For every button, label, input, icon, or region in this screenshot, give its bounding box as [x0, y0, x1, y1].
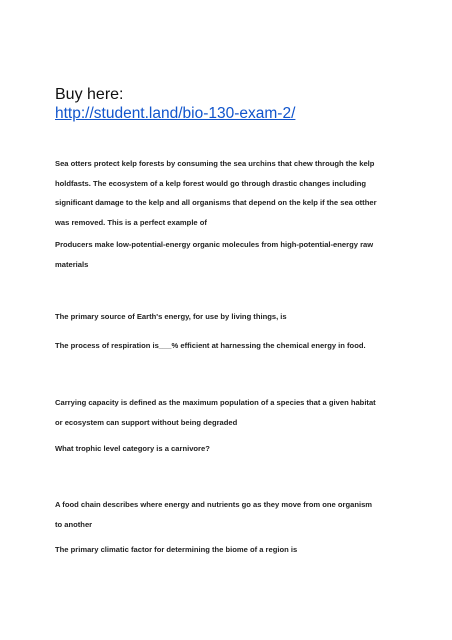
question-line: or ecosystem can support without being degraded	[55, 417, 238, 427]
purchase-link[interactable]: http://student.land/bio-130-exam-2/	[55, 105, 296, 122]
question-line: The primary source of Earth's energy, for use by living things, is	[55, 312, 287, 321]
question-line: Sea otters protect kelp forests by consuming the sea urchins that chew through the kelp	[55, 159, 375, 168]
question-food-chain	[55, 495, 405, 534]
question-carrying-capacity	[55, 393, 405, 432]
question-line: The primary climatic factor for determining the biome of a region is	[55, 545, 298, 554]
question-line: significant damage to the kelp and all organisms that depend on the kelp if the sea otther	[55, 198, 377, 207]
question-energy-source	[55, 307, 405, 327]
buy-here-heading: Buy here:	[55, 86, 124, 103]
question-line: materials	[55, 259, 89, 269]
question-climatic-factor	[55, 540, 405, 560]
question-line: to another	[55, 519, 93, 529]
question-line: Carrying capacity is defined as the maximum population of a species that a given habitat	[55, 398, 376, 407]
question-line: A food chain describes where energy and nutrients go as they move from one organism	[55, 500, 373, 509]
question-line: holdfasts. The ecosystem of a kelp forest would go through drastic changes including	[55, 178, 366, 188]
question-line: Producers make low-potential-energy organic molecules from high-potential-energy raw	[55, 240, 374, 249]
question-line: What trophic level category is a carnivore?	[55, 444, 210, 453]
question-line: The process of respiration is___% efficient at harnessing the chemical energy in food.	[55, 341, 366, 350]
question-producers	[55, 235, 405, 274]
question-respiration	[55, 336, 405, 356]
question-kelp-forest	[55, 154, 405, 232]
question-trophic-level	[55, 439, 405, 459]
question-line: was removed. This is a perfect example of	[55, 217, 207, 227]
